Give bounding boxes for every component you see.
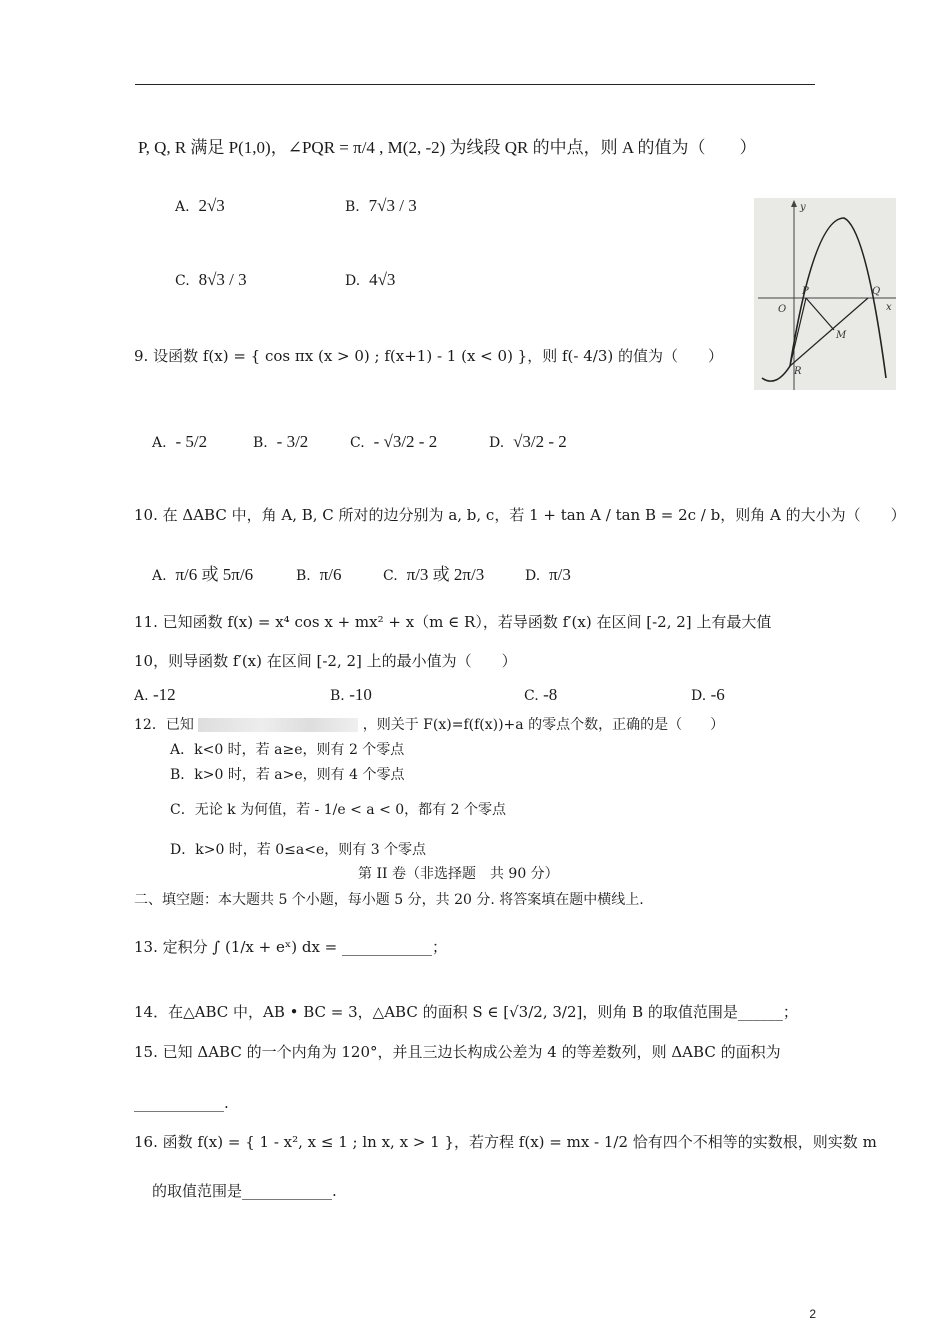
q12-blurred-formula — [198, 718, 358, 732]
q12-stem: 12．已知 ，则关于 F(x)=f(f(x))+a 的零点个数，正确的是（ ） — [134, 717, 725, 733]
graph-label-p: P — [802, 286, 809, 297]
q16-line2: 的取值范围是____________. — [152, 1182, 337, 1200]
q9-stem: 9. 设函数 f(x) = { cos πx (x > 0) ; f(x+1) - 1 (x < 0) }，则 f(- 4/3) 的值为（ ） — [134, 347, 724, 365]
q8-option-c: C. 8√3 / 3 — [175, 270, 247, 289]
graph-label-r: R — [794, 366, 802, 377]
q11-option-a: A. -12 — [134, 685, 176, 704]
q13-stem: 13. 定积分 ∫ (1/x + eˣ) dx = ____________； — [134, 938, 448, 956]
graph-svg — [754, 198, 896, 390]
q9-option-c: C. - √3/2 - 2 — [350, 432, 438, 451]
q8-stem: P, Q, R 满足 P(1,0)，∠PQR = π/4 , M(2, -2) 为线段 QR 的中点，则 A 的值为（ ） — [138, 138, 757, 157]
q9-option-a: A. - 5/2 — [152, 432, 208, 451]
page-number: 2 — [809, 1307, 816, 1321]
graph-label-x: x — [886, 302, 892, 313]
q10-option-c: C. π/3 或 2π/3 — [383, 565, 485, 584]
graph-label-m: M — [836, 330, 847, 341]
q10-stem: 10. 在 ΔABC 中，角 A, B, C 所对的边分别为 a, b, c，若 1 + tan A / tan B = 2c / b，则角 A 的大小为（ ） — [134, 506, 906, 524]
q12-option-a: A．k<0 时，若 a≥e，则有 2 个零点 — [170, 742, 405, 758]
q15-line1: 15. 已知 ΔABC 的一个内角为 120°，并且三边长构成公差为 4 的等差数列，则 ΔABC 的面积为 — [134, 1043, 781, 1061]
section-2-title: 第 II 卷（非选择题 共 90 分） — [358, 866, 559, 882]
graph-label-y: y — [800, 202, 806, 213]
q11-line2: 10，则导函数 f′(x) 在区间 [-2, 2] 上的最小值为（ ） — [134, 652, 517, 670]
q11-option-d: D. -6 — [691, 685, 725, 704]
q10-option-a: A. π/6 或 5π/6 — [152, 565, 254, 584]
q9-option-d: D. √3/2 - 2 — [489, 432, 567, 451]
q14-stem: 14．在△ABC 中，AB • BC = 3，△ABC 的面积 S ∈ [√3/2, 3/2]，则角 B 的取值范围是______； — [134, 1003, 798, 1021]
q15-line2: ____________. — [134, 1094, 229, 1112]
q8-option-d: D. 4√3 — [345, 270, 396, 289]
q9-option-b: B. - 3/2 — [253, 432, 309, 451]
graph-label-q: Q — [872, 286, 881, 297]
part-2-instructions: 二、填空题：本大题共 5 个小题，每小题 5 分，共 20 分. 将答案填在题中横线上. — [134, 892, 644, 908]
q11-option-c: C. -8 — [524, 685, 558, 704]
q12-option-b: B．k>0 时，若 a>e，则有 4 个零点 — [170, 767, 405, 783]
q16-line1: 16. 函数 f(x) = { 1 - x², x ≤ 1 ; ln x, x > 1 }，若方程 f(x) = mx - 1/2 恰有四个不相等的实数根，则实数 m — [134, 1133, 877, 1151]
q11-option-b: B. -10 — [330, 685, 372, 704]
q8-option-b: B. 7√3 / 3 — [345, 196, 417, 215]
q12-option-d: D．k>0 时，若 0≤a<e，则有 3 个零点 — [170, 842, 427, 858]
q12-option-c: C．无论 k 为何值，若 - 1/e < a < 0，都有 2 个零点 — [170, 802, 506, 818]
q11-line1: 11. 已知函数 f(x) = x⁴ cos x + mx² + x（m ∈ R），若导函数 f′(x) 在区间 [-2, 2] 上有最大值 — [134, 613, 772, 631]
header-rule — [135, 84, 815, 85]
q10-option-b: B. π/6 — [296, 565, 342, 584]
q10-option-d: D. π/3 — [525, 565, 571, 584]
q8-option-a: A. 2√3 — [175, 196, 225, 215]
graph-label-origin: O — [778, 304, 787, 315]
sine-graph-figure — [754, 198, 896, 390]
